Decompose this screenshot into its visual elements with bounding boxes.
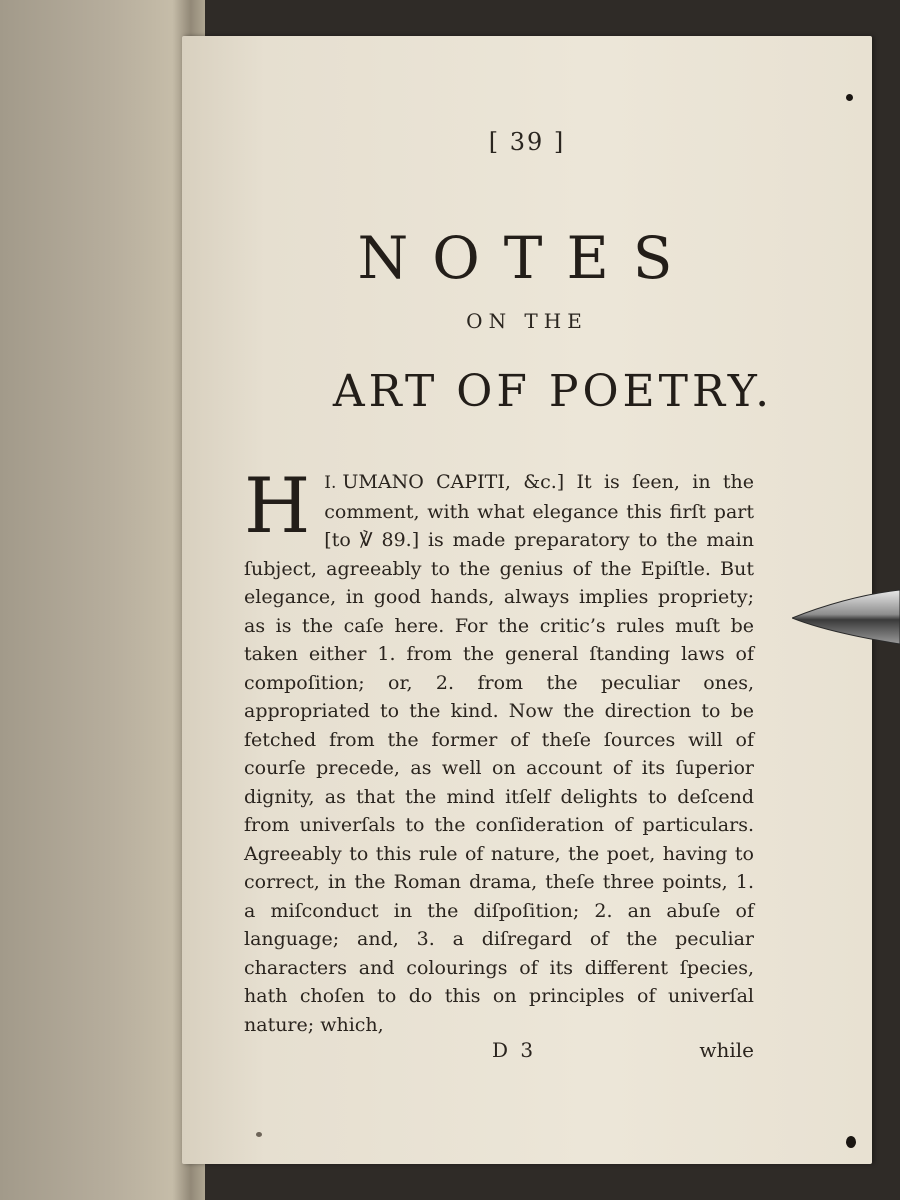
page-spot: [846, 94, 853, 101]
note-paragraph: [244, 461, 754, 1039]
catchline: [244, 1038, 754, 1068]
page-spot: [846, 1136, 856, 1148]
note-number: I.: [324, 473, 337, 493]
catchword: while: [699, 1038, 754, 1062]
title-notes: NOTES: [357, 224, 697, 292]
page-number: [ 39 ]: [488, 128, 566, 156]
title-on-the: ON THE: [466, 309, 588, 333]
paragraph-text: UMANO CAPITI, &c.] It is ſeen, in the comment, with what elegance this firſt part [to ℣ 89.] is made preparatory to the main ſubject, agreeably to the genius of the Epiſtle. But elegance, in good hands, always implies propriety; as is the caſe here. For the critic’s rules muſt be taken either 1. from the general ſtanding laws of compoſition; or, 2. from the peculiar ones, appropriated to the kind. Now the direction to be fetched from the former of theſe ſources will of courſe precede, as well on account of its ſuperior dignity, as that the mind itſelf delights to deſcend from univerſals to the conſideration of particulars. Agreeably to this rule of nature, the poet, having to correct, in the Roman drama, theſe three points, 1. a miſconduct in the diſpoſition; 2. an abuſe of language; and, 3. a diſregard of the peculiar characters and colourings of its different ſpecies, hath choſen to do this on principles of univerſal nature; which,: [244, 471, 754, 1036]
page-spot: [256, 1132, 262, 1137]
right-page: [182, 36, 872, 1164]
signature-mark: D 3: [492, 1038, 537, 1062]
letter-opener-blade: [792, 588, 900, 646]
drop-cap: H: [244, 461, 311, 550]
title-art-of-poetry: ART OF POETRY.: [332, 366, 774, 417]
